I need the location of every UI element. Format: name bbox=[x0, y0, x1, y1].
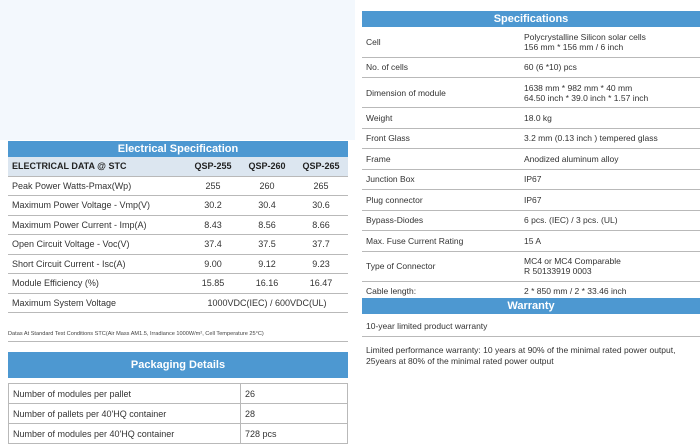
warranty-title: Warranty bbox=[362, 298, 700, 314]
row-label: Cable length: bbox=[362, 281, 520, 302]
row-value: 9.12 bbox=[240, 254, 294, 274]
table-row bbox=[362, 27, 700, 57]
row-value bbox=[520, 108, 700, 129]
packaging-details-table bbox=[8, 383, 348, 444]
row-value: 30.4 bbox=[240, 196, 294, 216]
value-line: 6 pcs. (IEC) / 3 pcs. (UL) bbox=[524, 215, 618, 226]
table-row bbox=[362, 251, 700, 281]
row-value: 26 bbox=[241, 384, 348, 404]
row-value: 16.47 bbox=[294, 274, 348, 294]
row-value: 16.16 bbox=[240, 274, 294, 294]
row-label: Bypass-Diodes bbox=[362, 210, 520, 231]
row-value: 8.43 bbox=[186, 215, 240, 235]
table-row bbox=[362, 231, 700, 252]
row-value: 9.23 bbox=[294, 254, 348, 274]
row-label: Module Efficiency (%) bbox=[8, 274, 186, 294]
header-model: QSP-255 bbox=[186, 157, 240, 176]
row-value: 28 bbox=[241, 404, 348, 424]
performance-warranty-text: Limited performance warranty: 10 years at 90% of the minimal rated power output, 25years at 80% of the minimal rated power output bbox=[366, 345, 676, 366]
table-row bbox=[362, 57, 700, 78]
value-line: 1638 mm * 982 mm * 40 mm bbox=[524, 82, 633, 93]
row-label: Dimension of module bbox=[362, 78, 520, 108]
row-value bbox=[520, 169, 700, 190]
row-value: 15.85 bbox=[186, 274, 240, 294]
row-label: Type of Connector bbox=[362, 251, 520, 281]
row-label: Maximum Power Voltage - Vmp(V) bbox=[8, 196, 186, 216]
value-line: IP67 bbox=[524, 174, 542, 185]
row-value: 30.6 bbox=[294, 196, 348, 216]
table-row bbox=[8, 176, 348, 196]
row-value: 265 bbox=[294, 176, 348, 196]
row-value: 8.56 bbox=[240, 215, 294, 235]
row-value bbox=[520, 251, 700, 281]
row-label: Short Circuit Current - Isc(A) bbox=[8, 254, 186, 274]
value-line: 18.0 kg bbox=[524, 112, 552, 123]
row-label: Junction Box bbox=[362, 169, 520, 190]
table-row bbox=[8, 235, 348, 255]
table-row bbox=[9, 424, 348, 444]
table-row bbox=[362, 108, 700, 129]
header-model: QSP-260 bbox=[240, 157, 294, 176]
row-value: 37.7 bbox=[294, 235, 348, 255]
row-value: 30.2 bbox=[186, 196, 240, 216]
left-panel-background bbox=[0, 0, 355, 140]
table-row bbox=[362, 190, 700, 211]
row-label: Open Circuit Voltage - Voc(V) bbox=[8, 235, 186, 255]
table-row bbox=[362, 128, 700, 149]
row-value: 37.4 bbox=[186, 235, 240, 255]
row-value bbox=[520, 128, 700, 149]
table-row bbox=[8, 293, 348, 313]
electrical-header-row bbox=[8, 157, 348, 176]
row-label: Maximum System Voltage bbox=[8, 293, 186, 313]
row-value bbox=[520, 210, 700, 231]
row-label: Number of modules per pallet bbox=[9, 384, 241, 404]
row-label: No. of cells bbox=[362, 57, 520, 78]
table-row bbox=[362, 149, 700, 170]
row-label: Peak Power Watts-Pmax(Wp) bbox=[8, 176, 186, 196]
electrical-spec-table bbox=[8, 157, 348, 313]
value-line: Anodized aluminum alloy bbox=[524, 153, 619, 164]
table-row bbox=[8, 274, 348, 294]
row-value: 728 pcs bbox=[241, 424, 348, 444]
row-label: Max. Fuse Current Rating bbox=[362, 231, 520, 252]
table-row bbox=[362, 210, 700, 231]
table-row bbox=[8, 254, 348, 274]
row-value: 255 bbox=[186, 176, 240, 196]
table-row bbox=[362, 78, 700, 108]
product-warranty-text: 10-year limited product warranty bbox=[366, 321, 488, 331]
header-label: ELECTRICAL DATA @ STC bbox=[8, 157, 186, 176]
value-line: Polycrystalline Silicon solar cells bbox=[524, 31, 646, 42]
row-label: Weight bbox=[362, 108, 520, 129]
value-line: 64.50 inch * 39.0 inch * 1.57 inch bbox=[524, 92, 649, 103]
value-line: R 50133919 0003 bbox=[524, 266, 592, 276]
value-line: IP67 bbox=[524, 194, 542, 205]
row-value: 260 bbox=[240, 176, 294, 196]
value-line: 156 mm * 156 mm / 6 inch bbox=[524, 41, 624, 52]
table-row bbox=[8, 215, 348, 235]
electrical-spec-title: Electrical Specification bbox=[8, 141, 348, 157]
row-label: Front Glass bbox=[362, 128, 520, 149]
row-value bbox=[520, 27, 700, 57]
value-line: 15 A bbox=[524, 235, 542, 246]
table-row bbox=[362, 169, 700, 190]
row-label: Cell bbox=[362, 27, 520, 57]
table-row bbox=[8, 196, 348, 216]
value-line: 2 * 850 mm / 2 * 33.46 inch bbox=[524, 286, 627, 297]
packaging-details-title: Packaging Details bbox=[8, 352, 348, 378]
value-line: 3.2 mm (0.13 inch ) tempered glass bbox=[524, 133, 658, 144]
row-label: Plug connector bbox=[362, 190, 520, 211]
specifications-table bbox=[362, 27, 700, 302]
row-label: Number of pallets per 40'HQ container bbox=[9, 404, 241, 424]
row-value: 37.5 bbox=[240, 235, 294, 255]
value-line: 60 (6 *10) pcs bbox=[524, 62, 577, 73]
warranty-divider bbox=[362, 336, 700, 337]
table-row bbox=[9, 384, 348, 404]
header-model: QSP-265 bbox=[294, 157, 348, 176]
value-line: MC4 or MC4 Comparable bbox=[524, 256, 621, 266]
row-value bbox=[520, 57, 700, 78]
table-row bbox=[9, 404, 348, 424]
row-value: 8.66 bbox=[294, 215, 348, 235]
row-value bbox=[520, 231, 700, 252]
row-value bbox=[520, 149, 700, 170]
row-label: Frame bbox=[362, 149, 520, 170]
specifications-title: Specifications bbox=[362, 11, 700, 27]
row-value bbox=[520, 78, 700, 108]
row-label: Number of modules per 40'HQ container bbox=[9, 424, 241, 444]
row-value bbox=[520, 190, 700, 211]
row-value: 1000VDC(IEC) / 600VDC(UL) bbox=[186, 293, 348, 313]
row-label: Maximum Power Current - Imp(A) bbox=[8, 215, 186, 235]
electrical-stc-note: Datas At Standard Test Conditions STC(Air Mass AM1.5, Irradiance 1000W/m², Cell Temperature 25°C) bbox=[8, 331, 348, 342]
row-value: 9.00 bbox=[186, 254, 240, 274]
